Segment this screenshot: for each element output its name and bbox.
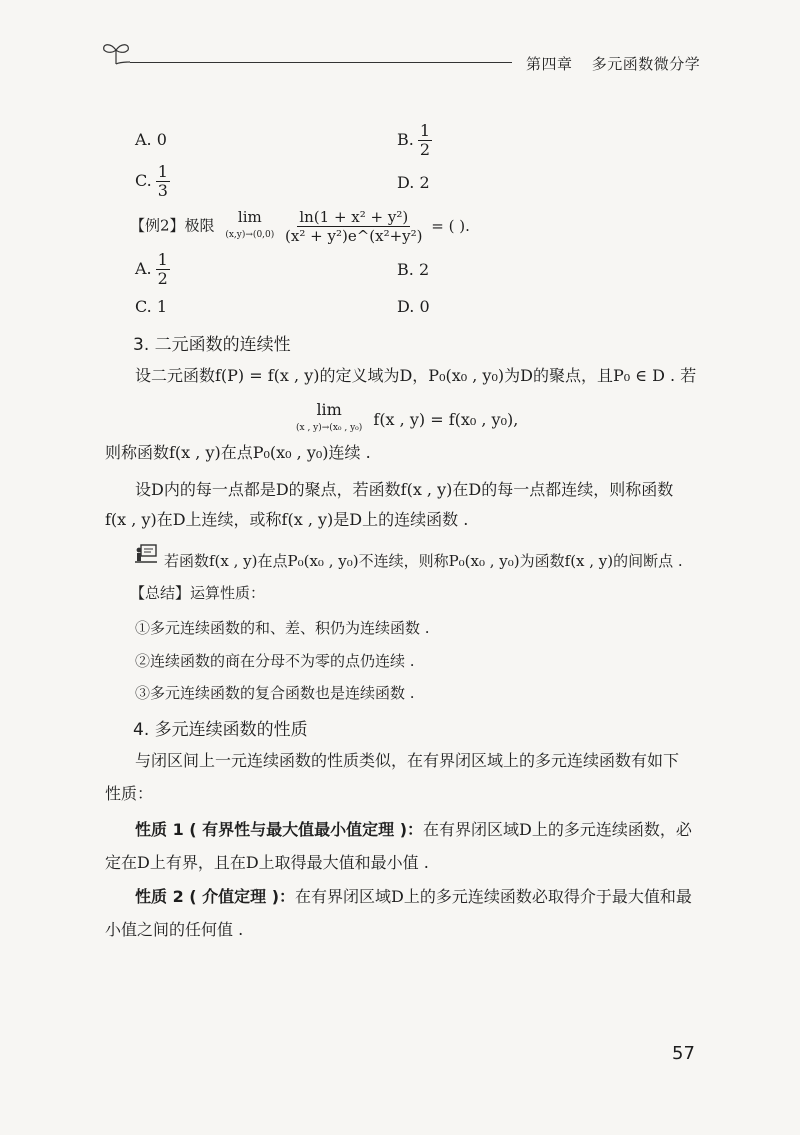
sprout-icon [100, 38, 132, 66]
section-4-p1b: 性质： [105, 784, 154, 803]
running-header [526, 53, 700, 74]
page-number: 57 [672, 1043, 695, 1064]
choice-b1: B. $\frac{1}{2}$ [397, 121, 431, 159]
section-3-p1: 设二元函数f(P) = f(x , y)的定义域为D，P₀(x₀ , y₀)为D的聚点，且P₀ ∈ D . 若 [135, 366, 697, 385]
summary-item-2: ②连续函数的商在分母不为零的点仍连续 . [135, 652, 415, 670]
example-2: 【例2】极限 lim (x,y)→(0,0) $\frac{\text{ln(1 + x² + y²)}}{\text{(x² + y²)e\textasciicircum{}(x²+y²)}}$ = ( ). [130, 207, 470, 245]
header-rule [130, 62, 512, 63]
continuity-formula: lim (x , y)→(x₀ , y₀) f(x , y) = f(x₀ , y₀), [296, 400, 519, 433]
choice-b2: B. 2 [397, 260, 430, 279]
summary-item-1: ①多元连续函数的和、差、积仍为连续函数 . [135, 619, 430, 637]
section-3-p3a: 设D内的每一点都是D的聚点，若函数f(x , y)在D的每一点都连续，则称函数 [135, 480, 674, 499]
property-2-line2: 小值之间的任何值 . [105, 920, 244, 939]
property-1-line2: 定在D上有界，且在D上取得最大值和最小值 . [105, 853, 429, 872]
property-1-line1: 性质 1 ( 有界性与最大值最小值定理 )：在有界闭区域D上的多元连续函数，必 [135, 820, 692, 839]
chapter-title: 多元函数微分学 [591, 55, 701, 73]
chapter-number: 第四章 [526, 55, 573, 73]
section-3-heading: 3. 二元函数的连续性 [133, 335, 291, 355]
choice-d1: D. 2 [397, 173, 430, 192]
choice-a1: A. 0 [135, 130, 167, 149]
choice-c1: C. $\frac{1}{3}$ [135, 162, 168, 200]
teacher-note-icon [135, 543, 157, 563]
choice-a2: A. $\frac{1}{2}$ [135, 250, 168, 288]
property-2-title: 性质 2 ( 介值定理 )： [135, 887, 296, 906]
summary-item-3: ③多元连续函数的复合函数也是连续函数 . [135, 684, 415, 702]
discontinuity-note: 若函数f(x , y)在点P₀(x₀ , y₀)不连续，则称P₀(x₀ , y₀)为函数f(x , y)的间断点 . [164, 552, 683, 570]
property-1-title: 性质 1 ( 有界性与最大值最小值定理 )： [135, 820, 424, 839]
choice-d2: D. 0 [397, 297, 430, 316]
section-4-heading: 4. 多元连续函数的性质 [133, 720, 308, 740]
choice-c2: C. 1 [135, 297, 168, 316]
section-4-p1a: 与闭区间上一元连续函数的性质类似，在有界闭区域上的多元连续函数有如下 [135, 751, 680, 770]
section-3-p3b: f(x , y)在D上连续，或称f(x , y)是D上的连续函数 . [105, 510, 469, 529]
section-3-p2: 则称函数f(x , y)在点P₀(x₀ , y₀)连续 . [105, 443, 371, 462]
summary-heading: 【总结】运算性质： [130, 584, 266, 602]
property-2-line1: 性质 2 ( 介值定理 )：在有界闭区域D上的多元连续函数必取得介于最大值和最 [135, 887, 692, 906]
